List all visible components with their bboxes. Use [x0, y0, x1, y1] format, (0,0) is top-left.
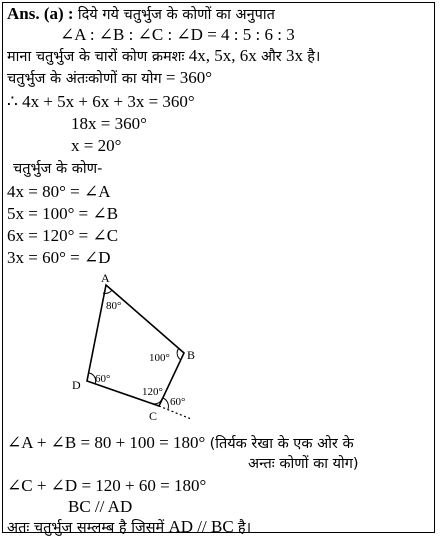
angle-d-label: 60°	[95, 373, 111, 385]
line-3: माना चतुर्भुज के चारों कोण क्रमशः 4x, 5x, 6x और 3x है।	[7, 46, 321, 65]
vertex-c-label: C	[149, 409, 158, 423]
intro-text: दिये गये चतुर्भुज के कोणों का अनुपात	[77, 7, 275, 23]
angle-a-line: 4x = 80° = ∠A	[7, 182, 111, 201]
angles-heading: चतुर्भुज के कोण-	[13, 161, 103, 177]
sum-equation: ∴ 4x + 5x + 6x + 3x = 360°	[7, 92, 195, 111]
angle-c-line: 6x = 120° = ∠C	[7, 226, 119, 245]
quadrilateral-shape	[87, 285, 184, 406]
ratio-line: ∠A : ∠B : ∠C : ∠D = 4 : 5 : 6 : 3	[60, 25, 295, 44]
quadrilateral-figure	[3, 3, 436, 534]
angle-c-label: 120°	[142, 386, 163, 398]
line-14: अन्तः कोणों का योग)	[248, 456, 359, 472]
vertex-d-label: D	[72, 378, 81, 392]
angle-ext-label: 60°	[170, 396, 186, 408]
vertex-a-label: A	[101, 271, 110, 285]
line-15: ∠C + ∠D = 120 + 60 = 180°	[7, 476, 207, 495]
angle-d-line: 3x = 60° = ∠D	[7, 248, 111, 267]
answer-label: Ans. (a) :	[7, 4, 74, 23]
line-16: BC // AD	[68, 497, 133, 516]
equation-18x: 18x = 360°	[71, 114, 147, 133]
angle-b-line: 5x = 100° = ∠B	[7, 204, 119, 223]
vertex-b-label: B	[187, 348, 196, 362]
equation-x: x = 20°	[71, 136, 122, 155]
angle-a-label: 80°	[106, 300, 122, 312]
line-13: ∠A + ∠B = 80 + 100 = 180° (तिर्यक रेखा के एक ओर के	[7, 433, 354, 452]
angle-b-label: 100°	[149, 352, 170, 364]
line-17: अतः चतुर्भुज सम्लम्ब है जिसमें AD // BC है।	[7, 517, 252, 536]
line-4: चतुर्भुज के अंतःकोणों का योग = 360°	[7, 68, 213, 87]
solution-page	[2, 2, 435, 536]
